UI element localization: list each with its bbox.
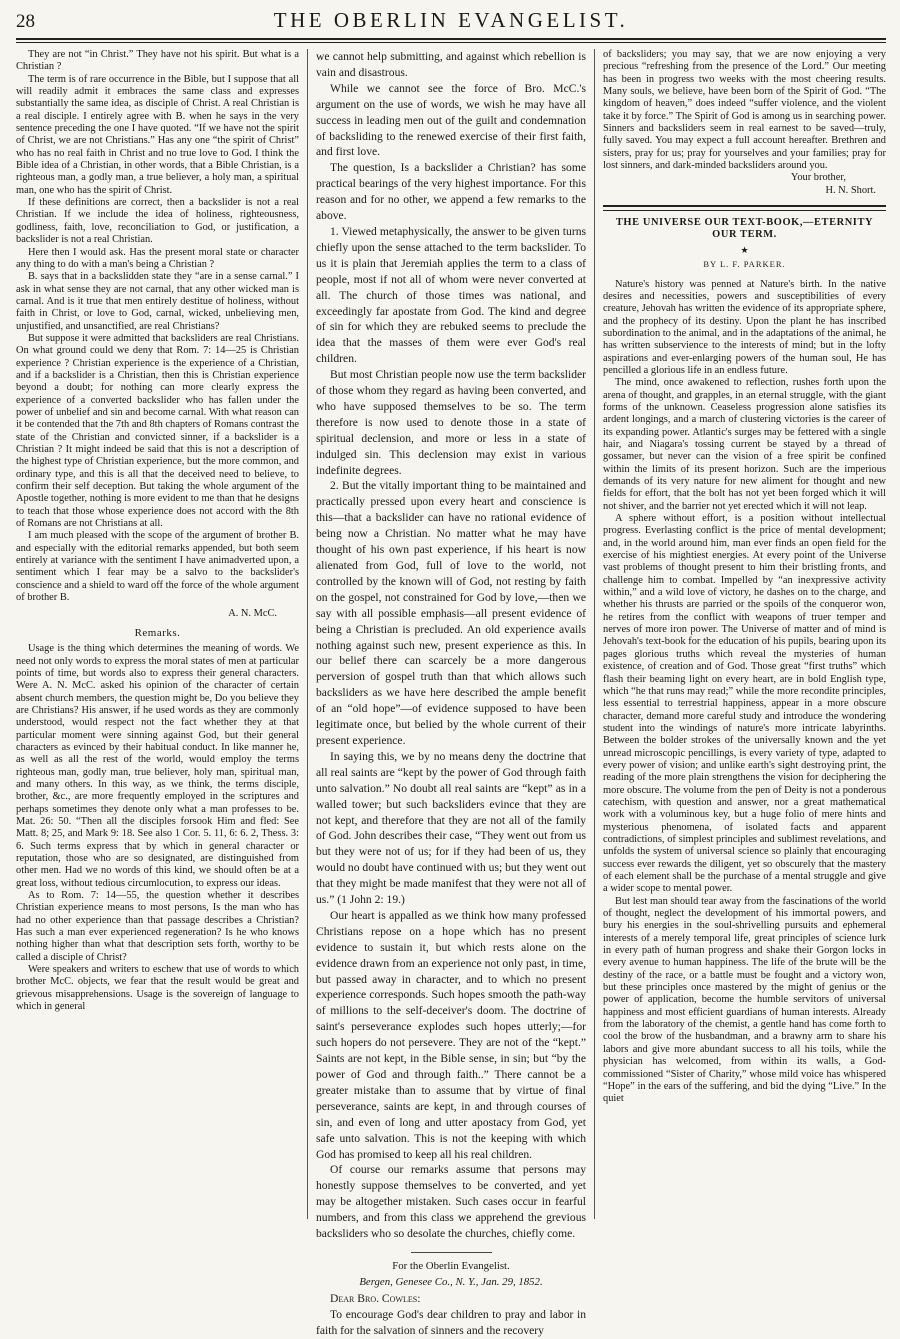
column-1 bbox=[16, 49, 307, 1219]
paragraph: The mind, once awakened to reflection, rushes forth upon the arena of thought, and grapples, in an eternal struggle, with the giant forms of the unknown. Ceaseless progression alone satisfies its ardent longings, and a march of clustering victories is the career of its expanding power. Atlantic's surges may be fettered with a single hair, and Niagara's tossing current be stayed by a thread of gossamer, but never can the vision of a free spirit be confined within the limits of its present horizon. Such are the imperious demands of its very nature for new aliment for thought and new fields for effort, that the bolt has not yet been forged which it will not shiver, and the barrier not yet erected which it will not leap. bbox=[603, 377, 886, 512]
page-number: 28 bbox=[16, 11, 35, 32]
paragraph: I am much pleased with the scope of the argument of brother B. and especially with the editorial remarks appended, but both seem entirely at variance with the sentiment I have animadverted upon, a sentiment which I fear may be a salvo to the backslider's conscience and a shield to ward off the force of the whole argument of brother B. bbox=[16, 530, 299, 604]
salutation: Dear Bro. Cowles: bbox=[330, 1291, 421, 1305]
paragraph: 1. Viewed metaphysically, the answer to be given turns chiefly upon the sense attached to the term backslider. To us it is plain that Jeremiah applies the term to a class of people, most if not all of whom were never converted at all. The church of those times was national, and exceedingly far apostate from God. The kind and degree of sin for which they are rebuked seems to preclude the idea that the masses of them were ever God's real children. bbox=[316, 224, 586, 366]
header-rule bbox=[16, 38, 886, 40]
article-rule bbox=[603, 205, 886, 207]
header-rule-thin bbox=[16, 42, 886, 43]
letter-signature: H. N. Short. bbox=[825, 184, 876, 196]
paragraph: B. says that in a backslidden state they “are in a sense carnal.” I ask in what sense they are not carnal, that any other wicked man is carnal. And is it true that men entirely destitue of holiness, without faith in Christ, or love to God, carnal, wicked, unbelieving men, unjustified, and unsanctified, are real Christians? bbox=[16, 271, 299, 332]
remarks-paragraph: Usage is the thing which determines the meaning of words. We need not only words to express the moral states of men at particular points of time, but words also to express their general characters. Were A. N. McC. asked his opinion of the character of certain absent church members, the question might be, Do you believe they are Christians? His answer, if he used words as they are commonly understood, would respect not the fact whether they at that particular moment were sinning against God, but their general characters as evinced by their habitual conduct. In like manner he, as well as all the rest of the world, would employ the terms righteous man, godly man, true believer, holy man, spiritual man, and many others. In this way, as we think, the terms disciple, brother, &c., are more frequently employed in the scriptures and perhaps sometimes they denote only what a man professes to be. Mat. 26: 50. “Then all the disciples forsook Him and fled: See Matt. 8; 25, and Mark 9: 18. See also 1 Cor. 5. 11, 6: 6. 2, Thess. 3: 6. Such terms express that by which in general character or reputation, those who are so designated, are distinguished from other men. Had we no words of this kind, we should often be at a great loss, without tedious circumlocution, to express our ideas. bbox=[16, 643, 299, 889]
star-ornament: ★ bbox=[740, 244, 749, 255]
paragraph: To encourage God's dear children to pray and labor in faith for the salvation of sinners and the recovery bbox=[316, 1307, 586, 1337]
paragraph: In saying this, we by no means deny the doctrine that all real saints are “kept by the power of God through faith unto salvation.” No doubt all real saints are “kept” as in a walled tower; but such backsliders evince that they are not kept, and therefore that they are not all of the family of God. John describes their case, “They went out from us but they were not of us; for if they had been of us, they would no doubt have continued with us; but they went out that they might be made manifest that they were not all of us.” (1 John 2: 19.) bbox=[316, 749, 586, 907]
paragraph: The term is of rare occurrence in the Bible, but I suppose that all will readily admit it embraces the same class and expresses substantially the same idea, as disciple of Christ. A real Christian is a real disciple. I entirely agree with B. when he says in the very sentence preceding the one I have quoted. “If we have not the spirit of Christ, we are not Christians.” Has any one “the spirit of Christ” who has no real faith in Christ and no true love to God. I think the Bible idea of a Christian, in other words, that a Bible Christian, is a righteous man, a godly man, a true believer, a holy man, a spiritual man, one who has the spirit of Christ. bbox=[16, 73, 299, 196]
paragraph: we cannot help submitting, and against which rebellion is vain and disastrous. bbox=[316, 50, 586, 79]
paragraph: of backsliders; you may say, that we are now enjoying a very precious “refreshing from the presence of the Lord.” Our meeting has been in progress two weeks with the most cheering results. Many souls, we believe, have been born of the Spirit of God. “The kingdom of heaven,” does indeed “suffer violence, and the violent take it by force.” The Spirit of God is among us in searching power. Sinners and backsliders seem in real earnest to be saved—truly, fully saved. You may expect a full account hereafter. Brethren and sisters, pray for us; pray for yourselves and your families; pray for lost sinners, and dark-minded backsliders around you. bbox=[603, 49, 886, 172]
paragraph: The question, Is a backslider a Christian? has some practical bearings of the very highest importance. For this reason and for no other, we append a few remarks to the above. bbox=[316, 161, 586, 223]
paragraph: But most Christian people now use the term backslider of those whom they regard as having been converted, and who have supposed themselves to be so. The term therefore is now used to denote those in a state of spiritual declension, and more or less in a state of indulged sin. This declension may exist in various indefinite degrees. bbox=[316, 368, 586, 477]
paragraph: While we cannot see the force of Bro. McC.'s argument on the use of words, we wish he may have all success in leading men out of the guilt and condemnation of backsliding to the renewed exercise of their first faith, and first love. bbox=[316, 81, 586, 159]
paragraph: They are not “in Christ.” They have not his spirit. But what is a Christian ? bbox=[16, 49, 299, 73]
paragraph: Nature's history was penned at Nature's birth. In the native desires and necessities, powers and susceptibilities of every creature, Jehovah has written the evidence of its appropriate sphere, and the prophecy of its destiny. Upon the plant he has inscribed subordination to the animal, and in the adaptations of the animal, he has written subservience to the interests of mind; but in the lofty aspirations and ever-enlarging powers of the human soul, He has pencilled a glorious life in an endless future. bbox=[603, 278, 886, 376]
letter-place-date: Bergen, Genesee Co., N. Y., Jan. 29, 1852. bbox=[359, 1275, 543, 1288]
remarks-heading: Remarks. bbox=[134, 626, 181, 639]
section-divider bbox=[411, 1252, 492, 1253]
letter-closing bbox=[603, 172, 886, 197]
paragraph: Of course our remarks assume that persons may honestly suppose themselves to be converted, and yet may be altogether mistaken. Such cases occur in fearful numbers, and from this class we apprehend the grevious backsliders who so desolate the churches, chiefly come. bbox=[316, 1163, 586, 1241]
column-3 bbox=[595, 49, 886, 1219]
paragraph: But suppose it were admitted that backsliders are real Christians. On what ground could we deny that Rom. 7: 14—25 is Christian experience ? Christian experience is the experience of a Christian, and if a backslider is a Christian, then this is Christian experience beyond a doubt; for nothing can more clearly express the experience of a converted backslider who has fallen under the power of unbelief and sin and become carnal. With what reason can it be contended that the 7th and 8th chapters of Romans contrast the state of the Christian and convicted sinner, if a backslider is a Christian ? It might indeed be said that this is not a description of the highest type of Christian experience, but the more common, and ordinary type, and this is all that the deceived need to believe, to confirm their self deception. But taking the whole argument of the Apostle together, nothing is more evident to me than that he designs to teach that those whose experience does not accord with the 8th of Romans are not Christians at all. bbox=[16, 332, 299, 530]
paragraph: 2. But the vitally important thing to be maintained and practically pressed upon every heart and conscience is this—that a backslider can have no rational evidence of being now a Christian. No matter what he may have thought of his own past experience, if his heart is now alienated from God, full of love to the world, not controlled by the known will of God, not resting by faith on the gospel, not constrained for God by love,—then we say with all possible emphasis—all present evidence of being a Christian is precluded. An old experience avails nothing against such new, present experience as this. In our belief there can scarcely be a more dangerous perversion of gospel truth than that which allows such backsliders as we have here described the ample benefit of an “old hope”—of evidence supposed to have been legitimate once, but belied by the whole current of their present experience. bbox=[316, 479, 586, 747]
article-rule-thin bbox=[603, 210, 886, 211]
paragraph: A sphere without effort, is a position without intellectual progress. Everlasting conflict is the price of mental development; and, in the world around him, man ever finds an open field for the exercise of his mightiest energies. At every point of the Universe vast problems of thought present to him their bristling fronts, and challenge him to combat. Impelled by “an inexpressive activity within,” and a wild love of victory, he dashes on to the charge, and whether his thrusts are parried or the spoils of the conqueror won, he retires from the conflict with weapons of truer temper and nerves of more iron power. The Universe of matter and of mind is Jehovah's text-book for the education of his pupils, bearing upon its pages glorious truths which reveal the mysteries of human existence, of creation and of God. Those great “first truths” which flash their beaming light on every heart, are in bold English type, which “he that runs may read;” while the more recondite principles, less essential to terrestrial happiness, appear in a more obscure character, demand more careful study and introduce the wondering student into the windings of nature's more intricate labyrinths. Between the bolder strokes of the universally known and the yet unread microscopic pencillings, is every variety of type, adapted to every power of vision; and unlike earth's sight destroying print, the reading of the more plain strengthens the vision for deciphering the more obscure. The volume from the pen of Deity is not a ponderous catechism, with question and answer, nor a great mathematical work with a voluminous key, but a huge folio of mere hints and mysterious phenomena, of isolated facts and apparent contradictions, of simplest principles and sublimest revelations, and unfolds the system of universal science so plainly that encouraging success ever rewards the diligent, yet so obscurely that the mastery of each element shall be the purchase of a mental struggle and give a wider scope to mental power. bbox=[603, 513, 886, 895]
byline: BY L. F. PARKER. bbox=[703, 259, 786, 270]
letter-for: For the Oberlin Evangelist. bbox=[392, 1259, 510, 1272]
paragraph: Here then I would ask. Has the present moral state or character any thing to do with a man's being a Christian ? bbox=[16, 246, 299, 270]
remarks-paragraph: Were speakers and writers to eschew that use of words to which brother McC. objects, we fear that the result would be great and grievous misapprehensions. Usage is the sovereign of language to which in general bbox=[16, 964, 299, 1013]
remarks-paragraph: As to Rom. 7: 14—55, the question whether it describes Christian experience means to most persons, Is the man who has had no other experience than that passage describes a Christian? Has such a man ever experienced regeneration? Is he who knows nothing higher than what that description sets forth, worthy to be called a disciple of Christ? bbox=[16, 890, 299, 963]
paragraph: Our heart is appalled as we think how many professed Christians repose on a hope which has no present evidence to sustain it, but which rests alone on the evidence drawn from an experience not only past, in time, but passed away in character, and to which no present experience corresponds. Such hopes smooth the path-way of millions to the self-deceiver's doom. The doctrine of saint's perseverance explodes such hopes utterly;—for such hopers do not persevere. They are not of the “kept.” Saints are not kept, in the Bible sense, in sin; but “by the power of God and through faith..” There cannot be a greater mistake than to assume that by virtue of final perseverance, saints are kept, in and through courses of sin, and even of long and utter apostacy from God, yet safe unto salvation. This is not the keeping with which God has promised to keep all his real children. bbox=[316, 908, 586, 1161]
columns bbox=[16, 49, 886, 1337]
paragraph: If these definitions are correct, then a backslider is not a real Christian. If we include the idea of holiness, righteousness, godliness, faith, love, reconciliation to God, or justification, a backslider is not a real Christian. bbox=[16, 197, 299, 246]
paragraph: But lest man should tear away from the fascinations of the world of thought, neglect the development of his immortal powers, and bury his energies in the soul-shrivelling pursuits and ephemeral interests of a merely temporal life, great principles of science lurk in every path of human progress and shake their Gorgon locks in every avenue to human happiness. The life of the brute will be the destiny of the race, or a battle must be fought and a victory won, but these principles once mastered by the might of genius or the power of application, become the humble servitors of universal happiness and most efficient guardians of human interests. Already from the laboratory of the chemist, a gentle hand has come forth to cool the brow of the husbandman, and a brawny arm to share his labors and give more abundant success to all his toils, while the physician has welcomed, from within its walls, a God-commissioned “Sister of Charity,” whose mild voice has whispered “Hope” in the ears of the suffering, and bid the dying “Live.” In the quiet bbox=[603, 895, 886, 1105]
masthead bbox=[16, 8, 886, 34]
article-title: THE UNIVERSE OUR TEXT-BOOK,—ETERNITY OUR TERM. bbox=[615, 217, 874, 241]
letter-signature: A. N. McC. bbox=[228, 608, 277, 620]
journal-title: THE OBERLIN EVANGELIST. bbox=[273, 8, 629, 32]
column-2 bbox=[307, 49, 595, 1337]
letter-header bbox=[316, 1259, 586, 1291]
closing: Your brother, bbox=[790, 172, 846, 184]
